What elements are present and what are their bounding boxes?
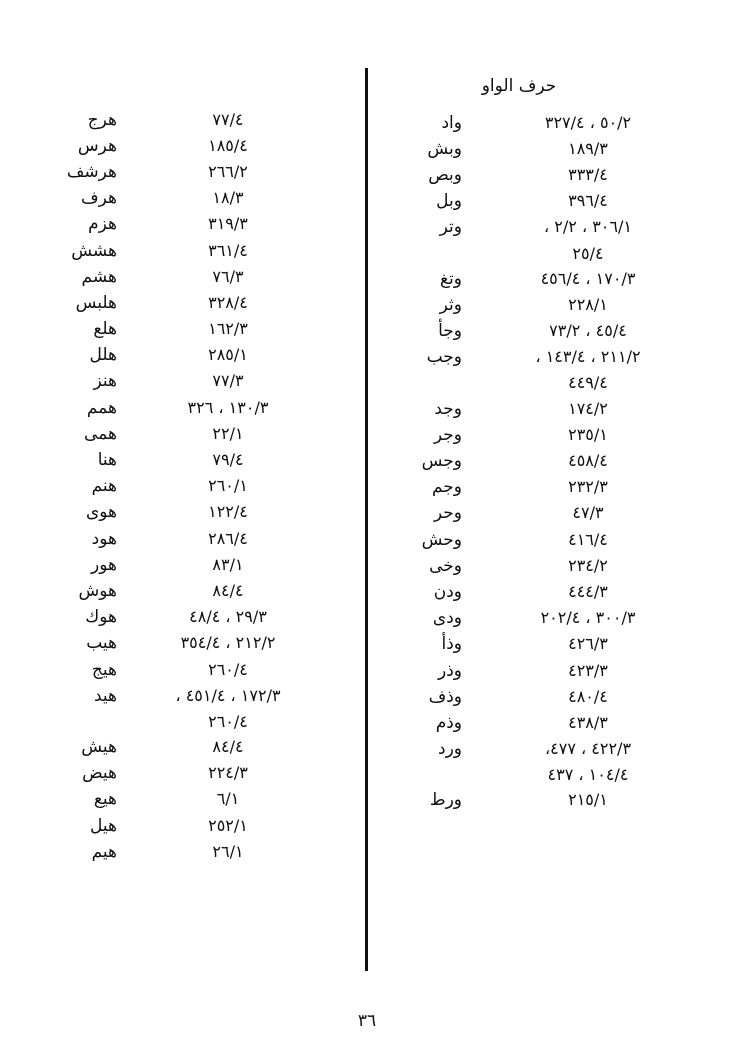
entry-refs: ٣٠٠/٣ ، ٢٠٢/٤ [540, 608, 636, 628]
table-row [384, 710, 714, 736]
table-row [384, 737, 714, 763]
entry-refs: ١٧٢/٣ ، ٤٥١/٤ ، [175, 685, 281, 705]
entry-refs: ٢٦٠/٤ [208, 659, 248, 679]
entry-refs: ٣٣٣/٤ [568, 164, 608, 184]
entry-word: وجأ [438, 321, 462, 342]
column-divider [365, 68, 368, 971]
entry-word: وتغ [440, 268, 462, 289]
entry-word: ورد [438, 739, 462, 760]
entry-word: وثر [439, 294, 462, 315]
entry-refs: ٢٢٤/٣ [208, 763, 248, 783]
table-row [39, 631, 339, 657]
table-row [384, 684, 714, 710]
entry-refs: ٢٢٨/١ [568, 294, 608, 314]
entry-word: وبص [428, 164, 462, 185]
table-row [39, 474, 339, 500]
entry-word [39, 709, 117, 734]
table-row [384, 215, 714, 241]
entry-refs: ٦/١ [216, 789, 240, 809]
entry-word: وجد [434, 398, 462, 419]
entry-refs: ٣٩٦/٤ [568, 191, 608, 211]
entry-word: هزم [88, 214, 117, 235]
entry-word: هوك [85, 607, 117, 628]
entry-word: وجب [426, 347, 462, 368]
entry-word: ودن [433, 581, 462, 602]
entry-word: وذر [438, 660, 462, 681]
entry-refs: ٣٦١/٤ [208, 240, 248, 260]
table-row [384, 658, 714, 684]
entry-word: هيج [91, 659, 117, 680]
table-row [39, 107, 339, 133]
table-row [39, 578, 339, 604]
entry-word: هيض [82, 763, 117, 784]
entry-refs: ٣٠٦/١ ، ٢/٢ ، [544, 217, 632, 237]
table-row [39, 317, 339, 343]
column-right [39, 76, 339, 865]
entry-refs: ٨٤/٤ [212, 737, 244, 757]
table-row [384, 396, 714, 422]
entry-refs: ١٨/٣ [212, 188, 244, 208]
entry-word: هلع [93, 319, 117, 340]
table-row [384, 162, 714, 188]
table-row [39, 657, 339, 683]
entry-refs: ٢٦٦/٢ [208, 161, 248, 181]
table-row [39, 605, 339, 631]
entry-word: همم [86, 397, 117, 418]
entry-word: ورط [429, 790, 462, 811]
entry-refs: ٢١٥/١ [568, 790, 608, 810]
entry-refs: ٧٧/٣ [212, 371, 244, 391]
entry-word: وحر [433, 503, 462, 524]
table-row [384, 319, 714, 345]
table-row [384, 527, 714, 553]
table-row [384, 632, 714, 658]
table-row [39, 290, 339, 316]
entry-refs: ٢٥٢/١ [208, 815, 248, 835]
entries-body-left [384, 110, 714, 814]
entry-refs: ٢٣٤/٢ [568, 555, 608, 575]
entry-word [384, 371, 462, 396]
entry-word: هيش [81, 737, 117, 758]
entry-word: وخى [429, 555, 462, 576]
table-row [39, 839, 339, 865]
entry-refs: ٨٣/١ [212, 554, 244, 574]
entry-refs: ٢٣٢/٣ [568, 477, 608, 497]
table-row [39, 813, 339, 839]
table-row [39, 552, 339, 578]
entry-refs: ٧٦/٣ [212, 266, 244, 286]
entry-word: هرشف [66, 161, 117, 182]
entry-refs: ٢٢/١ [212, 423, 244, 443]
entry-refs: ٢١١/٢ ، ١٤٣/٤ ، [535, 347, 641, 367]
table-row [39, 238, 339, 264]
column-right-heading-spacer [39, 76, 339, 107]
entry-word: وجم [431, 477, 462, 498]
table-row [384, 371, 714, 396]
entry-refs: ٢٣٥/١ [568, 424, 608, 444]
entry-refs: ٤٥/٤ ، ٧٣/٢ [549, 321, 627, 341]
entry-word: ودى [432, 608, 462, 629]
entry-refs: ٤٥٨/٤ [568, 451, 608, 471]
entry-refs: ١٢٢/٤ [208, 502, 248, 522]
table-row [39, 369, 339, 395]
entry-refs: ١٨٥/٤ [208, 135, 248, 155]
table-row [384, 788, 714, 814]
entry-refs: ٤٢٣/٣ [568, 660, 608, 680]
entry-refs: ٤٣٨/٣ [568, 712, 608, 732]
entry-word: هنا [97, 450, 117, 471]
entry-word: هيب [86, 633, 117, 654]
table-row [384, 345, 714, 371]
entry-refs: ٤١٦/٤ [568, 529, 608, 549]
table-row [39, 264, 339, 290]
entry-refs: ٧٩/٤ [212, 450, 244, 470]
table-row [384, 475, 714, 501]
entry-refs: ٥٠/٢ ، ٣٢٧/٤ [544, 112, 632, 132]
table-row [384, 189, 714, 215]
entry-word: هلبس [75, 292, 117, 313]
table-row [39, 186, 339, 212]
table-row [39, 735, 339, 761]
table-row [384, 579, 714, 605]
entry-refs: ٢٨٦/٤ [208, 528, 248, 548]
table-row [384, 501, 714, 527]
entry-word: وحش [421, 529, 462, 550]
entry-word: وتر [439, 217, 462, 238]
entry-refs: ١٠٤/٤ ، ٤٣٧ [547, 765, 629, 785]
table-row [384, 553, 714, 579]
entry-word: وبش [427, 138, 462, 159]
entry-word: هشش [71, 240, 117, 261]
entry-word: هلل [89, 345, 117, 366]
entry-refs: ٢٥/٤ [572, 243, 604, 263]
entry-word: هرج [87, 109, 117, 130]
table-row [384, 763, 714, 788]
entry-refs: ٤٢٦/٣ [568, 634, 608, 654]
entry-refs: ١٧٠/٣ ، ٤٥٦/٤ [540, 268, 636, 288]
entries-body-right [39, 107, 339, 865]
entry-word: وجس [421, 451, 462, 472]
table-row [39, 683, 339, 709]
table-row [384, 606, 714, 632]
entry-word [384, 241, 462, 266]
table-row [39, 761, 339, 787]
table-row [39, 212, 339, 238]
table-row [384, 448, 714, 474]
table-row [384, 241, 714, 266]
table-row [39, 159, 339, 185]
entry-word: وجر [433, 424, 462, 445]
entry-refs: ٤٤٩/٤ [568, 373, 608, 393]
entry-refs: ٤٨٠/٤ [568, 686, 608, 706]
table-row [384, 110, 714, 136]
entry-word: هرس [77, 135, 117, 156]
entry-refs: ٤٧/٣ [572, 503, 604, 523]
entry-word: وبل [436, 191, 462, 212]
entry-refs: ١٧٤/٢ [568, 398, 608, 418]
entry-word: هنم [91, 476, 117, 497]
entry-word: همى [84, 423, 117, 444]
column-left [384, 76, 714, 814]
entries-table-right [39, 107, 339, 865]
entry-word: هود [91, 528, 117, 549]
table-row [39, 447, 339, 473]
entry-word [384, 763, 462, 788]
entry-refs: ٤٤٤/٣ [568, 581, 608, 601]
entry-refs: ٤٢٢/٣ ، ٤٧٧، [544, 739, 632, 759]
entry-word: وذم [435, 712, 462, 733]
entry-refs: ٢٦٠/٤ [208, 711, 248, 731]
table-row [384, 136, 714, 162]
entry-word: وذف [428, 686, 462, 707]
entry-word: هنز [93, 371, 117, 392]
entry-refs: ٢٨٥/١ [208, 345, 248, 365]
page-number: ٣٦ [357, 1011, 377, 1031]
table-row [39, 395, 339, 421]
entry-word: هيد [93, 685, 117, 706]
section-heading: حرف الواو [481, 76, 557, 96]
entry-refs: ٢١٢/٢ ، ٣٥٤/٤ [180, 633, 276, 653]
table-row [39, 133, 339, 159]
entry-word: هشم [81, 266, 117, 287]
entry-refs: ١٨٩/٣ [568, 138, 608, 158]
table-row [384, 266, 714, 292]
entries-table-left [384, 110, 714, 814]
table-row [39, 421, 339, 447]
entry-refs: ١٣٠/٣ ، ٣٢٦ [187, 397, 269, 417]
entry-word: وذأ [441, 634, 462, 655]
entry-refs: ٣٢٨/٤ [208, 292, 248, 312]
entry-refs: ٣١٩/٣ [208, 214, 248, 234]
entry-word: هيع [93, 789, 117, 810]
table-row [384, 292, 714, 318]
entry-word: هيم [91, 841, 117, 862]
table-row [39, 709, 339, 734]
table-row [384, 422, 714, 448]
entry-refs: ١٦٢/٣ [208, 319, 248, 339]
entry-refs: ٢٦٠/١ [208, 476, 248, 496]
table-row [39, 787, 339, 813]
entry-word: هور [91, 554, 117, 575]
entry-refs: ٧٧/٤ [212, 109, 244, 129]
entry-refs: ٨٤/٤ [212, 580, 244, 600]
entry-word: هوش [78, 580, 117, 601]
table-row [39, 500, 339, 526]
entry-word: هوى [85, 502, 117, 523]
table-row [39, 526, 339, 552]
table-row [39, 343, 339, 369]
entry-refs: ٢٦/١ [212, 841, 244, 861]
entry-word: هرف [81, 188, 117, 209]
entry-refs: ٢٩/٣ ، ٤٨/٤ [189, 607, 267, 627]
entry-word: واد [441, 112, 462, 133]
entry-word: هيل [90, 815, 117, 836]
